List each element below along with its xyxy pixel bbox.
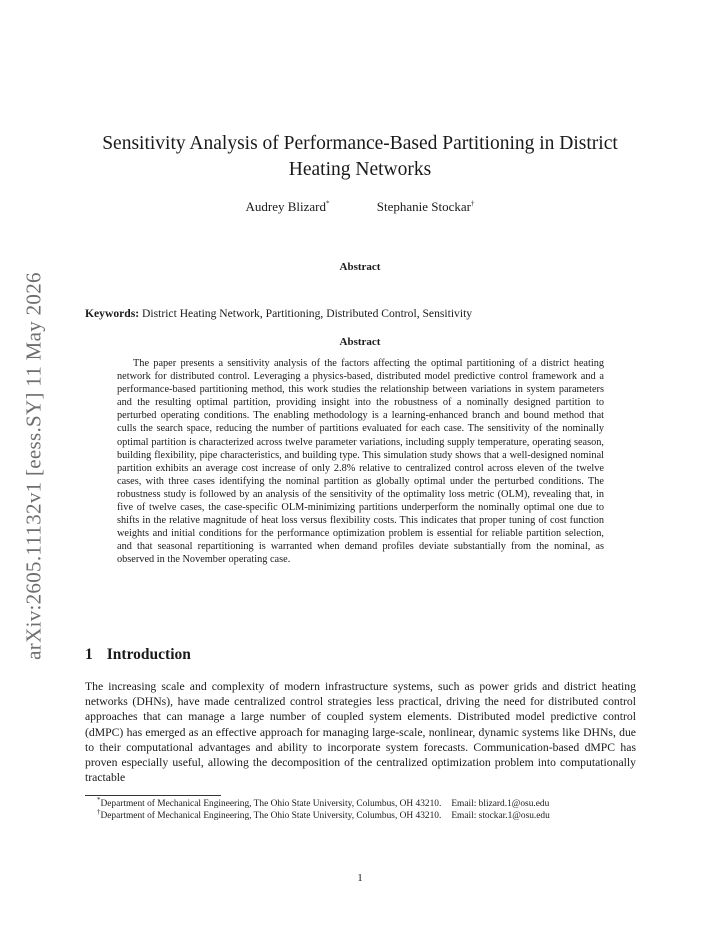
author-2-name: Stephanie Stockar — [376, 199, 471, 214]
footnote-1-mark: * — [97, 795, 101, 804]
arxiv-id-label: arXiv:2605.11132v1 [eess.SY] 11 May 2026 — [21, 272, 46, 660]
footnote-1-email-label: Email: — [451, 799, 477, 809]
footnotes — [85, 795, 636, 823]
keywords-line — [85, 307, 645, 320]
author-1-mark: * — [326, 199, 330, 208]
footnote-2-email-label: Email: — [451, 811, 477, 822]
author-2 — [377, 199, 475, 214]
author-1 — [246, 199, 330, 214]
author-1-name: Audrey Blizard — [245, 199, 327, 214]
abstract-heading-top: Abstract — [339, 261, 381, 273]
section-number: 1 — [85, 646, 93, 663]
section-heading — [85, 646, 191, 664]
abstract-heading: Abstract — [339, 336, 381, 348]
paper-title: Sensitivity Analysis of Performance-Based Partitioning in District Heating Networks — [102, 133, 618, 180]
page-number: 1 — [357, 872, 363, 884]
footnote-2-affiliation: Department of Mechanical Engineering, The Ohio State University, Columbus, OH 43210. — [100, 811, 442, 822]
author-2-mark: † — [471, 199, 475, 208]
author-list — [85, 199, 635, 215]
keywords-text: District Heating Network, Partitioning, Distributed Control, Sensitivity — [142, 307, 473, 320]
footnote-2-mark: † — [97, 808, 101, 817]
footnote-2 — [85, 810, 636, 822]
footnote-2-email: stockar.1@osu.edu — [478, 811, 550, 822]
keywords-label: Keywords: — [85, 307, 140, 320]
abstract-body: The paper presents a sensitivity analysis of the factors affecting the optimal partitioning of a district heating network for distributed control. Leveraging a physics-based, distributed model predictive control framework and a performance-based partitioning method, this work studies the relationship between variations in system parameters and the resulting optimal partition, providing insight into the robustness of a nominally designed partition to perturbed operating conditions. The enabling methodology is a learning-enhanced branch and bound method that culls the search space, reducing the number of partitions evaluated for each case. The sensitivity of the nominally optimal partition is characterized across twelve parameter variations, including supply temperature, operating season, building flexibility, pipe characteristics, and building type. This simulation study shows that a well-designed nominal partition exhibits an average cost increase of only 2.8% relative to centralized control across eleven of the twelve cases, with three cases identifying the nominal partition as globally optimal under the perturbed conditions. The robustness study is followed by an analysis of the sensitivity of the optimality loss metric (OLM), revealing that, in five of twelve cases, the case-specific OLM-minimizing partitions underperform the nominally optimal one due to shifts in the relative magnitude of heat loss versus flexibility costs. This indicates that proper tuning of cost function weights and initial conditions for the performance optimization problem is essential for reliable partition selection, and that seasonal repartitioning is warranted when demand profiles deviate substantially from the nominal, as observed in the November operating case. — [117, 358, 604, 566]
footnote-rule — [85, 795, 221, 796]
footnote-1-affiliation: Department of Mechanical Engineering, The Ohio State University, Columbus, OH 43210. — [100, 799, 442, 809]
footnote-1 — [85, 795, 636, 810]
section-title: Introduction — [106, 646, 191, 663]
introduction-paragraph: The increasing scale and complexity of modern infrastructure systems, such as power grids and district heating networks (DHNs), have made centralized control strategies less practical, driving the need for distributed control approaches that can manage a large number of coupled system elements. Distributed model predictive control (dMPC) has emerged as an effective approach for managing large-scale, nonlinear, dynamic systems like DHNs, due to their computational advantages and ability to incorporate system forecasts. Communication-based dMPC has proven especially useful, allowing the decomposition of the centralized optimization problem into computationally tractable — [85, 680, 636, 785]
footnote-1-email: blizard.1@osu.edu — [478, 799, 550, 809]
